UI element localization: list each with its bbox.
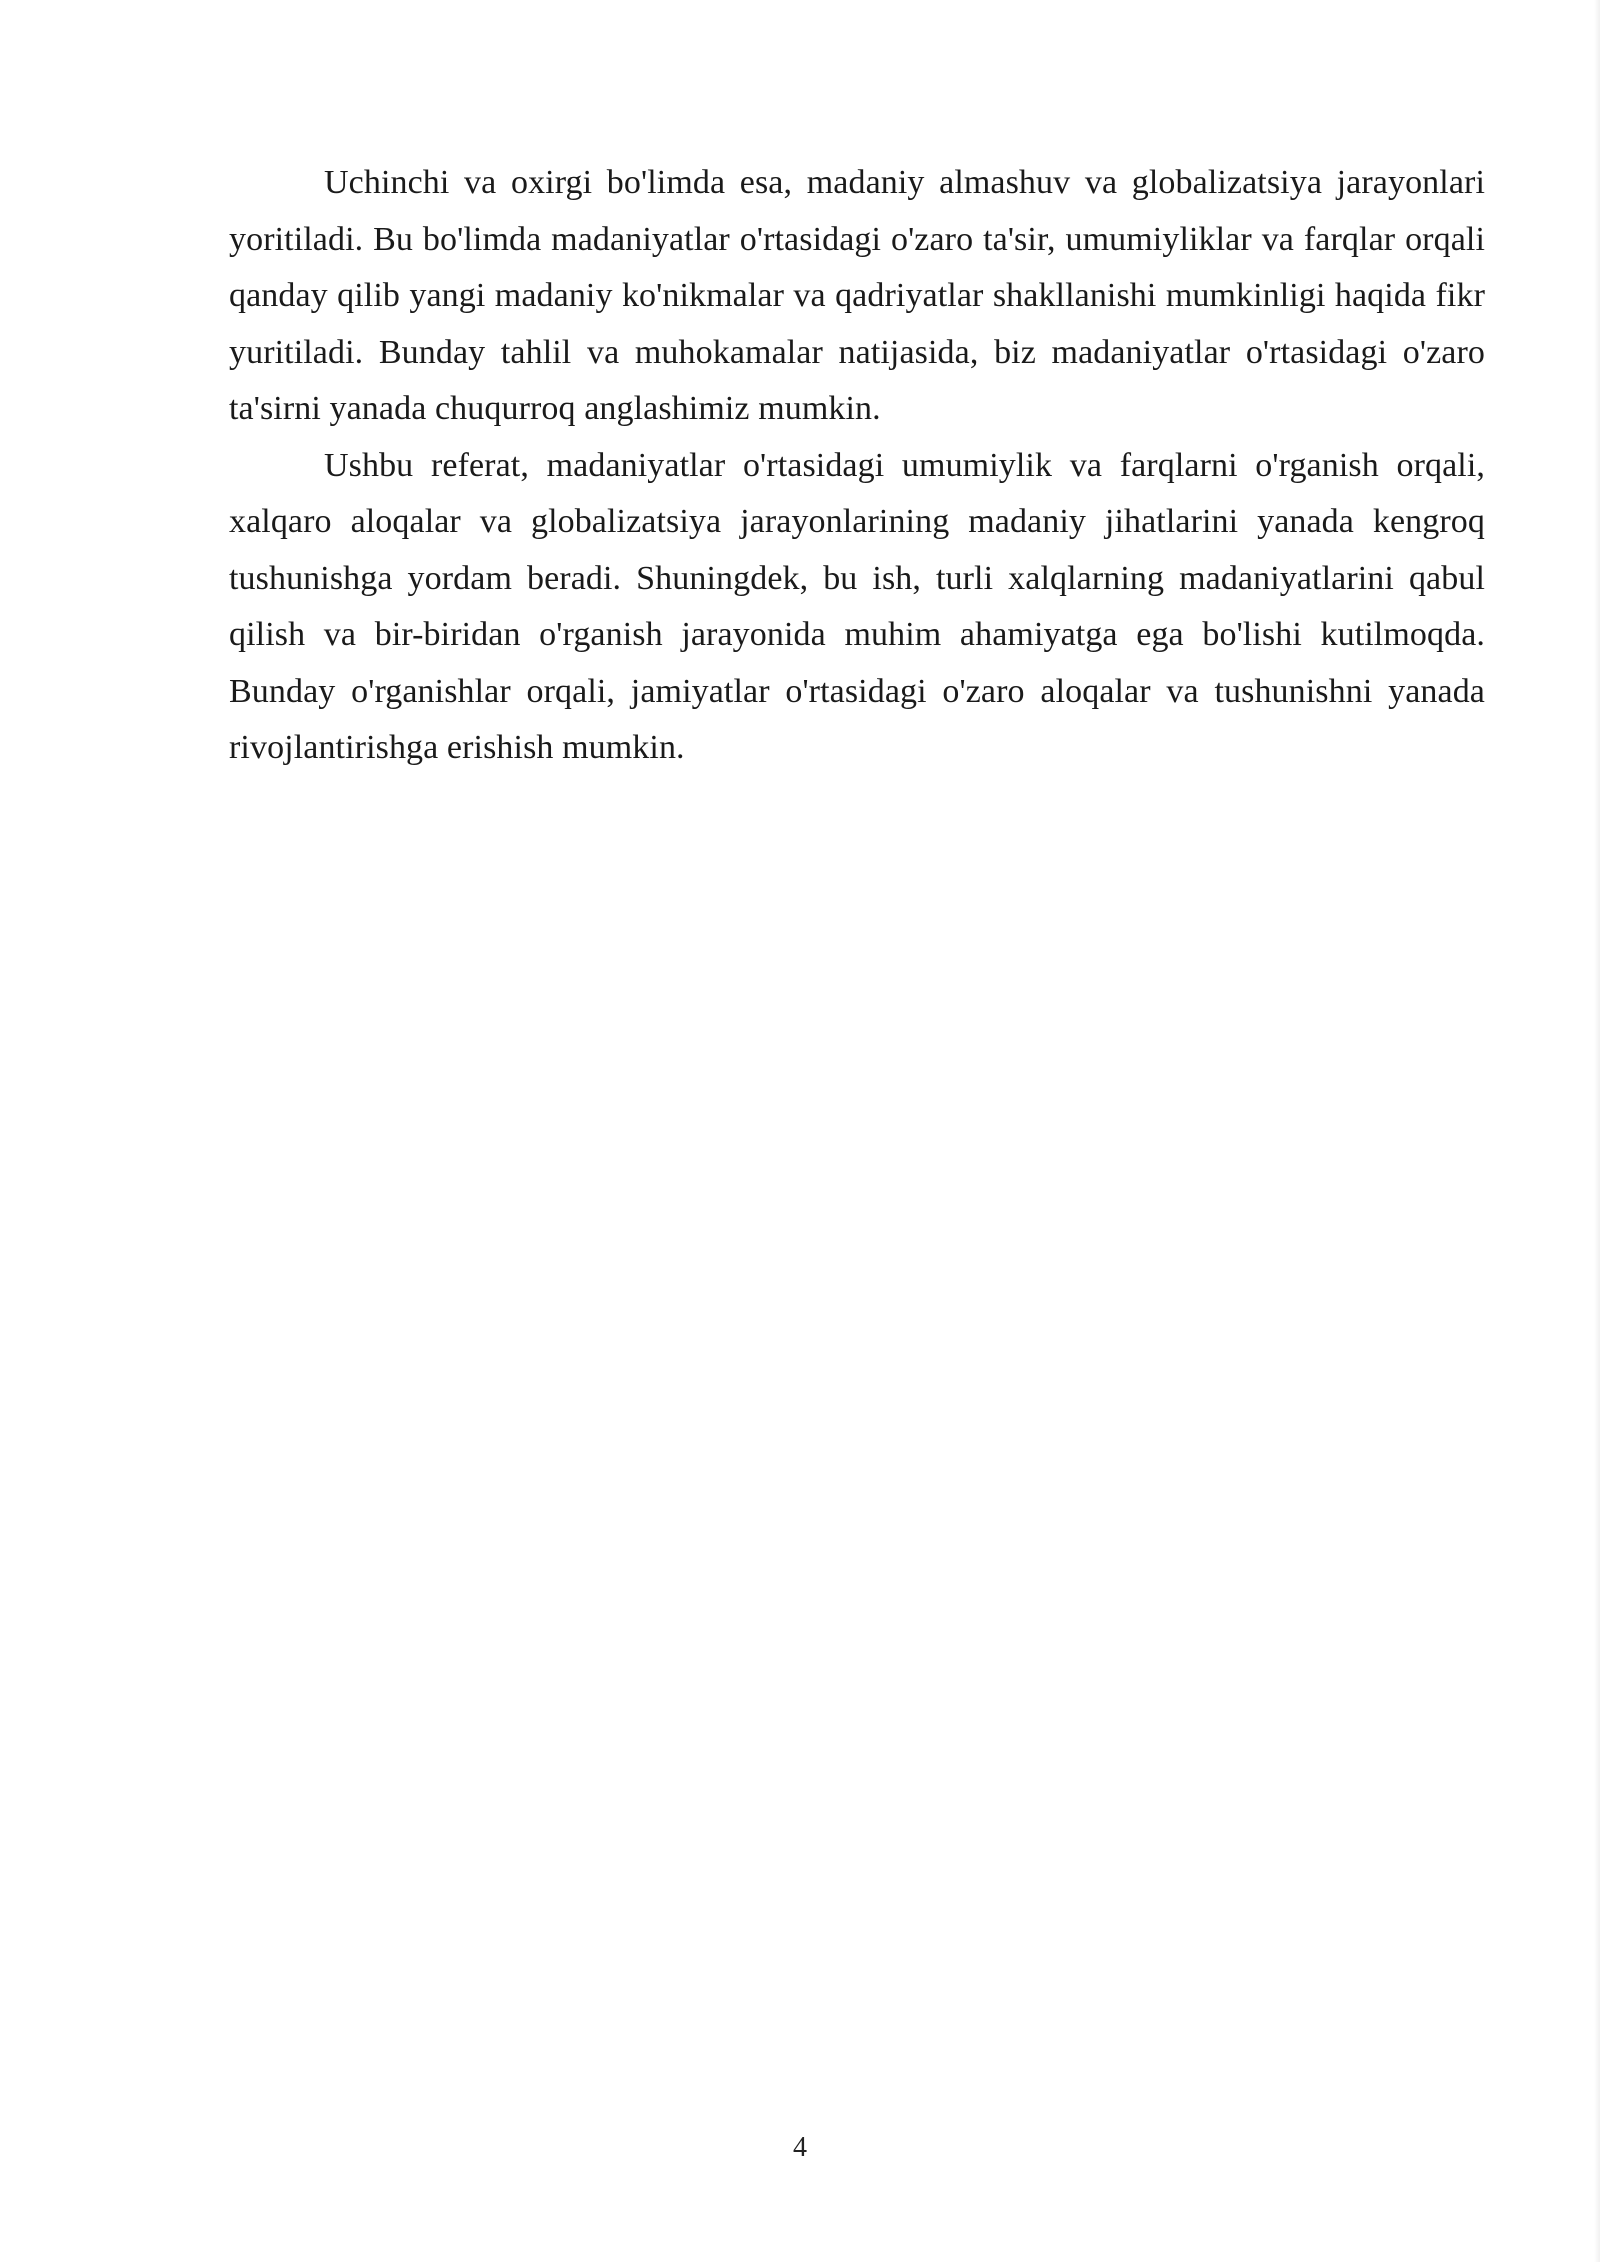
paragraph-2: Ushbu referat, madaniyatlar o'rtasidagi umumiylik va farqlarni o'rganish orqali, xalqaro aloqalar va globalizatsiya jarayonlarining madaniy jihatlarini yanada kengroq tushunishga yordam beradi. Shuningdek, bu ish, turli xalqlarning madaniyatlarini qabul qilish va bir-biridan o'rganish jarayonida muhim ahamiyatga ega bo'lishi kutilmoqda. Bunday o'rganishlar orqali, jamiyatlar o'rtasidagi o'zaro aloqalar va tushunishni yanada rivojlantirishga erishish mumkin. <box>229 446 1485 766</box>
paragraph-1: Uchinchi va oxirgi bo'limda esa, madaniy almashuv va globalizatsiya jarayonlari yoritiladi. Bu bo'limda madaniyatlar o'rtasidagi o'zaro ta'sir, umumiyliklar va farqlar orqali qanday qilib yangi madaniy ko'nikmalar va qadriyatlar shakllanishi mumkinligi haqida fikr yuritiladi. Bunday tahlil va muhokamalar natijasida, biz madaniyatlar o'rtasidagi o'zaro ta'sirni yanada chuqurroq anglashimiz mumkin. <box>229 164 1485 427</box>
page-number: 4 <box>793 2132 807 2163</box>
page-body <box>229 155 1485 777</box>
page-edge-shadow <box>1594 0 1600 2262</box>
